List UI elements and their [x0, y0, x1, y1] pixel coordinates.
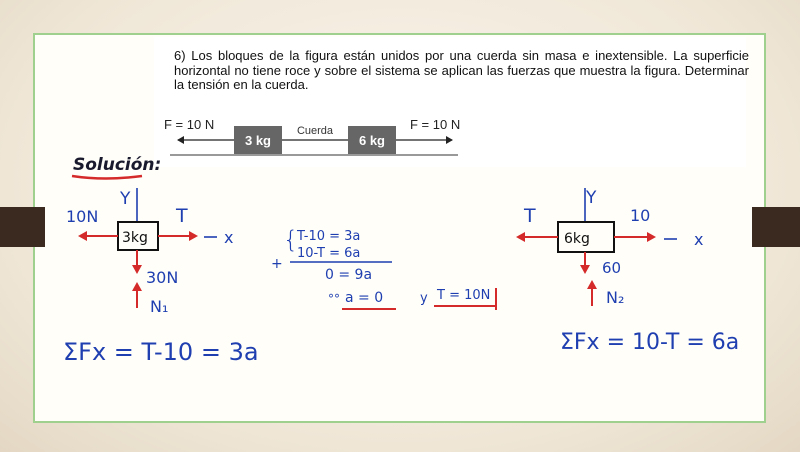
left-tension-label: T — [176, 205, 188, 227]
therefore-dots: °° — [328, 292, 340, 306]
system-eq2: 10-T = 6a — [297, 246, 361, 261]
left-y-axis-label: Y — [120, 189, 131, 209]
conclusion-a: a = 0 — [345, 290, 384, 306]
right-normal-label: N₂ — [606, 288, 625, 307]
problem-body: Los bloques de la figura están unidos por una cuerda sin masa e inextensible. La superficie horizontal no tiene roce y sobre el sistema se aplican las fuerzas que muestra la figura. Determinar la tensión en la cuerda. — [174, 48, 749, 92]
equation-system — [271, 226, 496, 310]
conclusion-and: y — [420, 291, 428, 306]
system-sum: 0 = 9a — [325, 267, 373, 283]
problem-figure — [164, 117, 460, 155]
right-tension-label: T — [524, 205, 536, 227]
left-weight-label: 30N — [146, 268, 179, 287]
right-x-axis-label: x — [694, 230, 704, 249]
problem-number: 6) — [174, 48, 186, 63]
right-equation: ΣFx = 10-T = 6a — [560, 330, 740, 355]
conclusion-T: T = 10N — [437, 288, 491, 303]
block-label-right: 6 kg — [358, 133, 386, 148]
left-equation: ΣFx = T-10 = 3a — [63, 338, 259, 366]
rope-label: Cuerda — [296, 125, 334, 137]
system-eq1: T-10 = 3a — [297, 229, 361, 244]
block-label-left: 3 kg — [244, 133, 272, 148]
force-label-left: F = 10 N — [164, 117, 215, 132]
heading-underline — [72, 176, 142, 179]
system-plus: + — [271, 256, 283, 272]
right-force-10: 10 — [630, 206, 651, 225]
right-y-axis-label: Y — [586, 188, 597, 208]
system-brace: { — [283, 226, 299, 254]
right-block-label: 6kg — [564, 231, 590, 247]
solution-heading: Solución: — [73, 155, 162, 175]
left-normal-label: N₁ — [150, 297, 169, 316]
left-force-10N: 10N — [66, 207, 99, 226]
fbd-right — [518, 188, 739, 355]
left-x-axis-label: x — [224, 228, 234, 247]
fbd-left — [63, 188, 259, 366]
force-label-right: F = 10 N — [410, 117, 461, 132]
right-weight-label: 60 — [602, 259, 622, 277]
left-block-label: 3kg — [122, 230, 148, 246]
